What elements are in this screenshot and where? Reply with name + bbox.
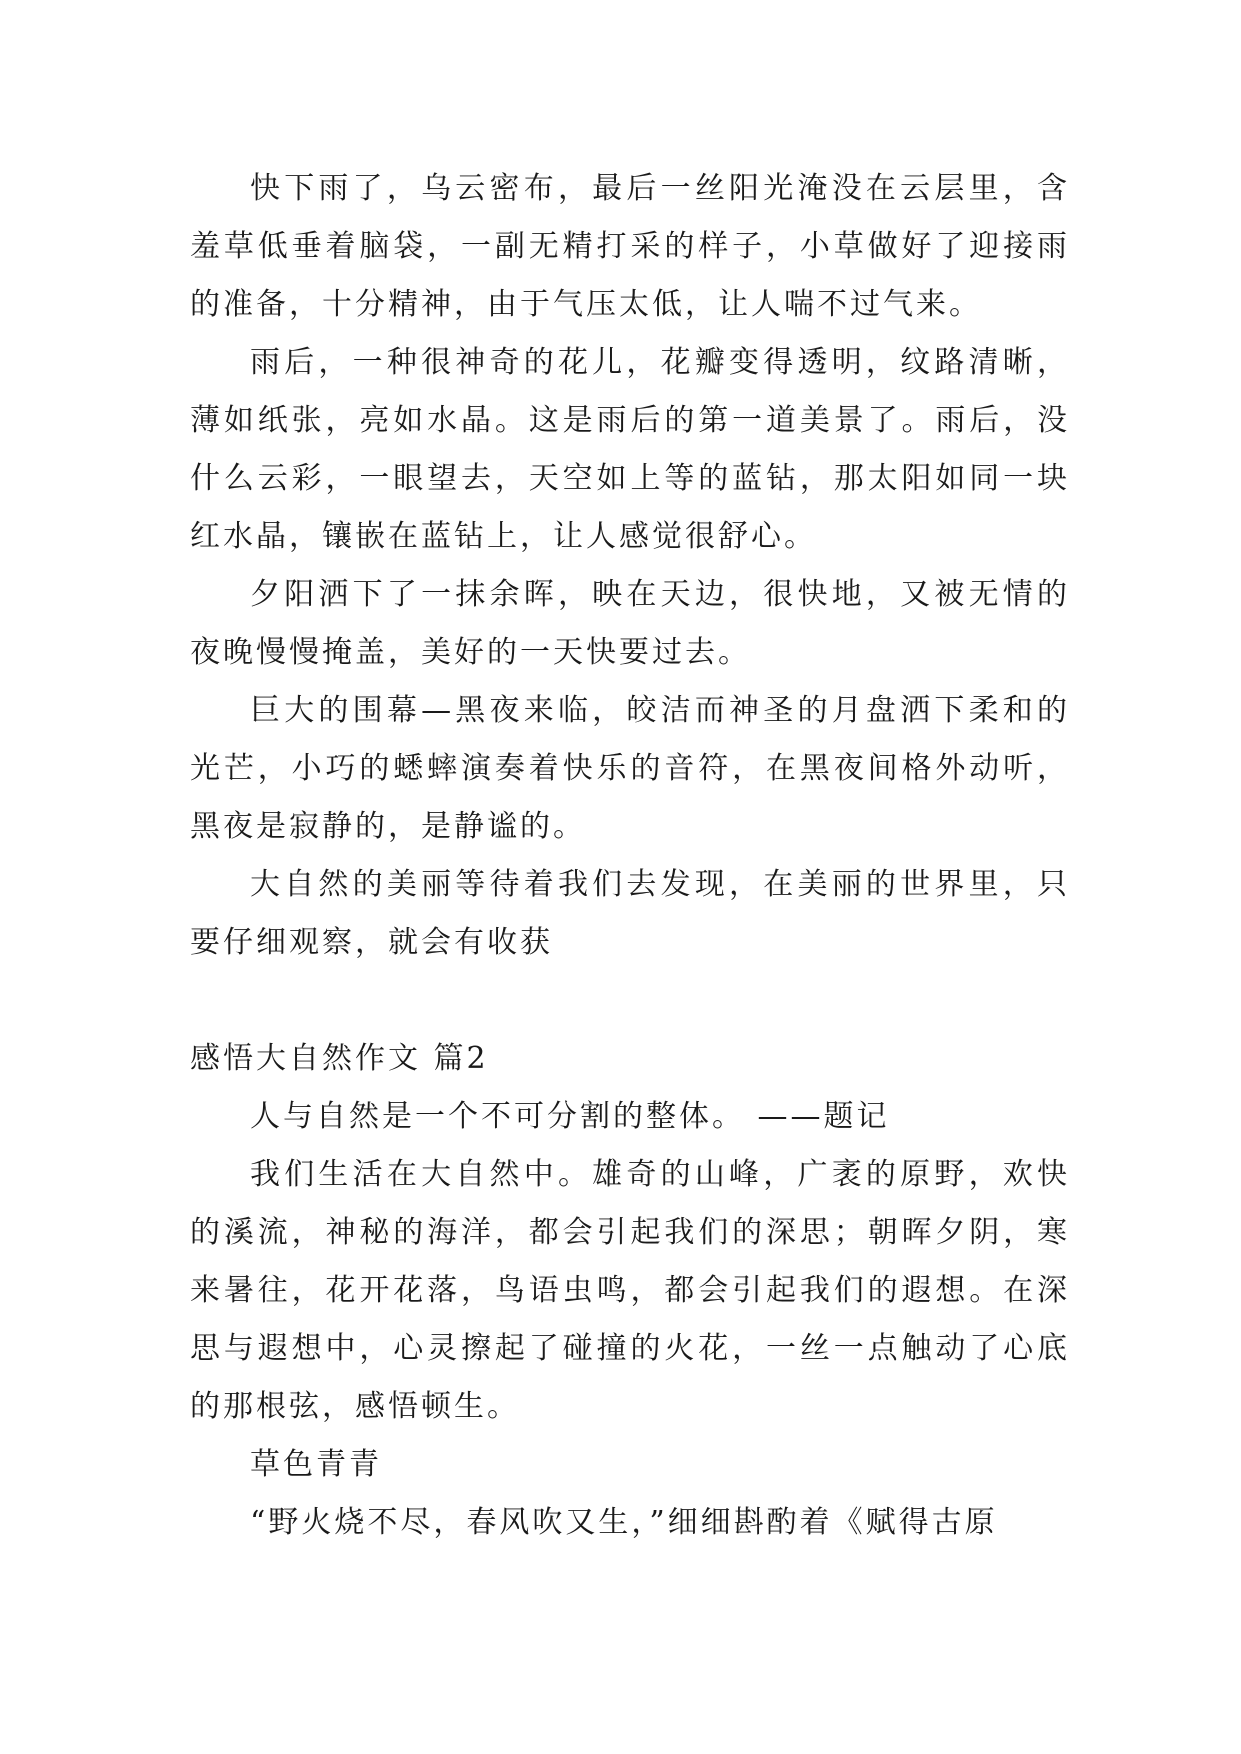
paragraph-sunset: 夕阳洒下了一抹余晖，映在天边，很快地，又被无情的夜晚慢慢掩盖，美好的一天快要过去。 bbox=[190, 577, 1070, 670]
paragraph-epigraph: 人与自然是一个不可分割的整体。 ——题记 bbox=[250, 1099, 890, 1134]
document-page bbox=[190, 160, 1070, 1552]
paragraph-living-in-nature: 我们生活在大自然中。雄奇的山峰，广袤的原野，欢快的溪流，神秘的海洋，都会引起我们的深思；朝晖夕阴，寒来暑往，花开花落，鸟语虫鸣，都会引起我们的遐想。在深思与遐想中，心灵擦起了碰撞的火花，一丝一点触动了心底的那根弦，感悟顿生。 bbox=[190, 1157, 1070, 1424]
section-title: 感悟大自然作文 篇2 bbox=[190, 1041, 489, 1076]
subheading-grass: 草色青青 bbox=[250, 1447, 382, 1482]
paragraph-rain-coming: 快下雨了，乌云密布，最后一丝阳光淹没在云层里，含羞草低垂着脑袋，一副无精打采的样子，小草做好了迎接雨的准备，十分精神，由于气压太低，让人喘不过气来。 bbox=[190, 171, 1070, 322]
paragraph-conclusion: 大自然的美丽等待着我们去发现，在美丽的世界里，只要仔细观察，就会有收获 bbox=[190, 867, 1070, 960]
paragraph-night: 巨大的围幕—黑夜来临，皎洁而神圣的月盘洒下柔和的光芒，小巧的蟋蟀演奏着快乐的音符，在黑夜间格外动听，黑夜是寂静的，是静谧的。 bbox=[190, 693, 1070, 844]
paragraph-after-rain: 雨后，一种很神奇的花儿，花瓣变得透明，纹路清晰，薄如纸张，亮如水晶。这是雨后的第一道美景了。雨后，没什么云彩，一眼望去，天空如上等的蓝钻，那太阳如同一块红水晶，镶嵌在蓝钻上，让人感觉很舒心。 bbox=[190, 345, 1070, 554]
paragraph-poem-quote: “野火烧不尽，春风吹又生，”细细斟酌着《赋得古原 bbox=[250, 1505, 998, 1540]
